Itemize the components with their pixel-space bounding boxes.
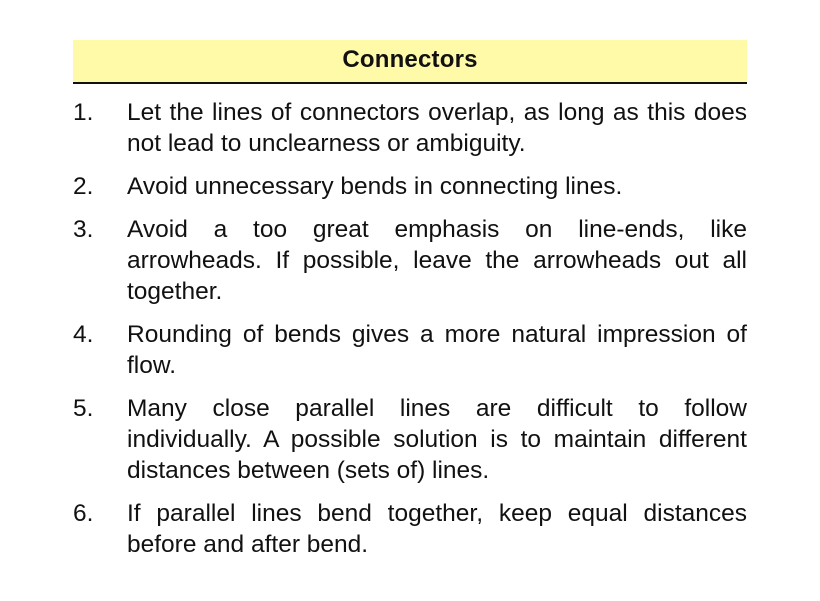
- item-number: 5.: [73, 395, 94, 422]
- list-item: [73, 171, 747, 202]
- section-title: Connectors: [342, 46, 478, 73]
- header-bar: [73, 40, 747, 84]
- item-text: Avoid a too great emphasis on line-ends, like arrowheads. If possible, leave the arrowheads out all together.: [127, 216, 747, 305]
- item-text: Let the lines of connectors overlap, as long as this does not lead to unclearness or ambiguity.: [127, 99, 747, 157]
- item-text: Avoid unnecessary bends in connecting lines.: [127, 173, 623, 200]
- guideline-list: [73, 97, 747, 560]
- item-number: 3.: [73, 216, 94, 243]
- list-item: [73, 393, 747, 486]
- item-number: 4.: [73, 321, 94, 348]
- item-number: 6.: [73, 500, 94, 527]
- item-number: 1.: [73, 99, 94, 126]
- list-item: [73, 214, 747, 307]
- list-item: [73, 498, 747, 560]
- guideline-panel: [73, 40, 747, 572]
- list-item: [73, 97, 747, 159]
- item-text: Rounding of bends gives a more natural impression of flow.: [127, 321, 747, 379]
- list-item: [73, 319, 747, 381]
- item-text: If parallel lines bend together, keep equal distances before and after bend.: [127, 500, 747, 558]
- item-number: 2.: [73, 173, 94, 200]
- item-text: Many close parallel lines are difficult to follow individually. A possible solution is to maintain different distances between (sets of) lines.: [127, 395, 747, 484]
